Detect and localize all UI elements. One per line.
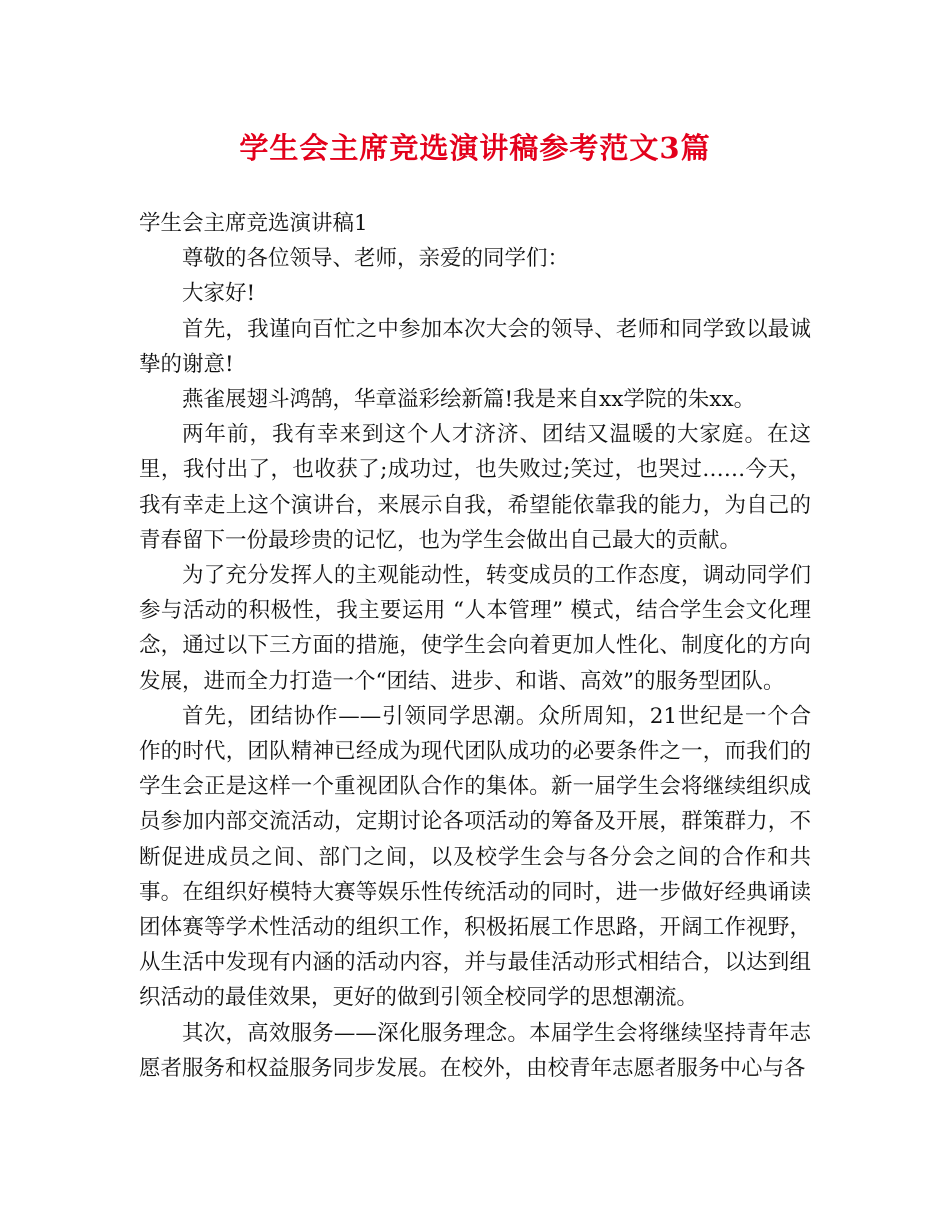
paragraph: 燕雀展翅斗鸿鹄，华章溢彩绘新篇!我是来自xx学院的朱xx。 (182, 387, 756, 413)
paragraph: 为了充分发挥人的主观能动性，转变成员的工作态度，调动同学们参与活动的积极性，我主要运用 “人本管理” 模式，结合学生会文化理念，通过以下三方面的措施，使学生会向着更加人性化、制度化的方向发展，进而全力打造一个“团结、进步、和谐、高效”的服务型团队。 (139, 563, 811, 694)
paragraph: 两年前，我有幸来到这个人才济济、团结又温暖的大家庭。在这里，我付出了，也收获了;成功过，也失败过;笑过，也哭过……今天，我有幸走上这个演讲台，来展示自我，希望能依靠我的能力，为自己的青春留下一份最珍贵的记忆，也为学生会做出自己最大的贡献。 (139, 422, 811, 553)
paragraph: 学生会主席竞选演讲稿1 (139, 211, 368, 236)
paragraph: 首先，团结协作——引领同学思潮。众所周知，21世纪是一个合作的时代，团队精神已经成为现代团队成功的必要条件之一，而我们的学生会正是这样一个重视团队合作的集体。新一届学生会将继续组织成员参加内部交流活动，定期讨论各项活动的筹备及开展，群策群力，不断促进成员之间、部门之间，以及校学生会与各分会之间的合作和共事。在组织好模特大赛等娱乐性传统活动的同时，进一步做好经典诵读团体赛等学术性活动的组织工作，积极拓展工作思路，开阔工作视野，从生活中发现有内涵的活动内容，并与最佳活动形式相结合，以达到组织活动的最佳效果，更好的做到引领全校同学的思想潮流。 (139, 703, 811, 1011)
document-title: 学生会主席竞选演讲稿参考范文3篇 (239, 131, 711, 165)
paragraph: 其次，高效服务——深化服务理念。本届学生会将继续坚持青年志愿者服务和权益服务同步发展。在校外，由校青年志愿者服务中心与各 (139, 1020, 811, 1081)
paragraph: 首先，我谨向百忙之中参加本次大会的领导、老师和同学致以最诚挚的谢意! (139, 316, 811, 377)
paragraph: 尊敬的各位领导、老师，亲爱的同学们： (182, 246, 570, 272)
document-body (139, 206, 811, 1086)
paragraph: 大家好! (182, 281, 256, 307)
